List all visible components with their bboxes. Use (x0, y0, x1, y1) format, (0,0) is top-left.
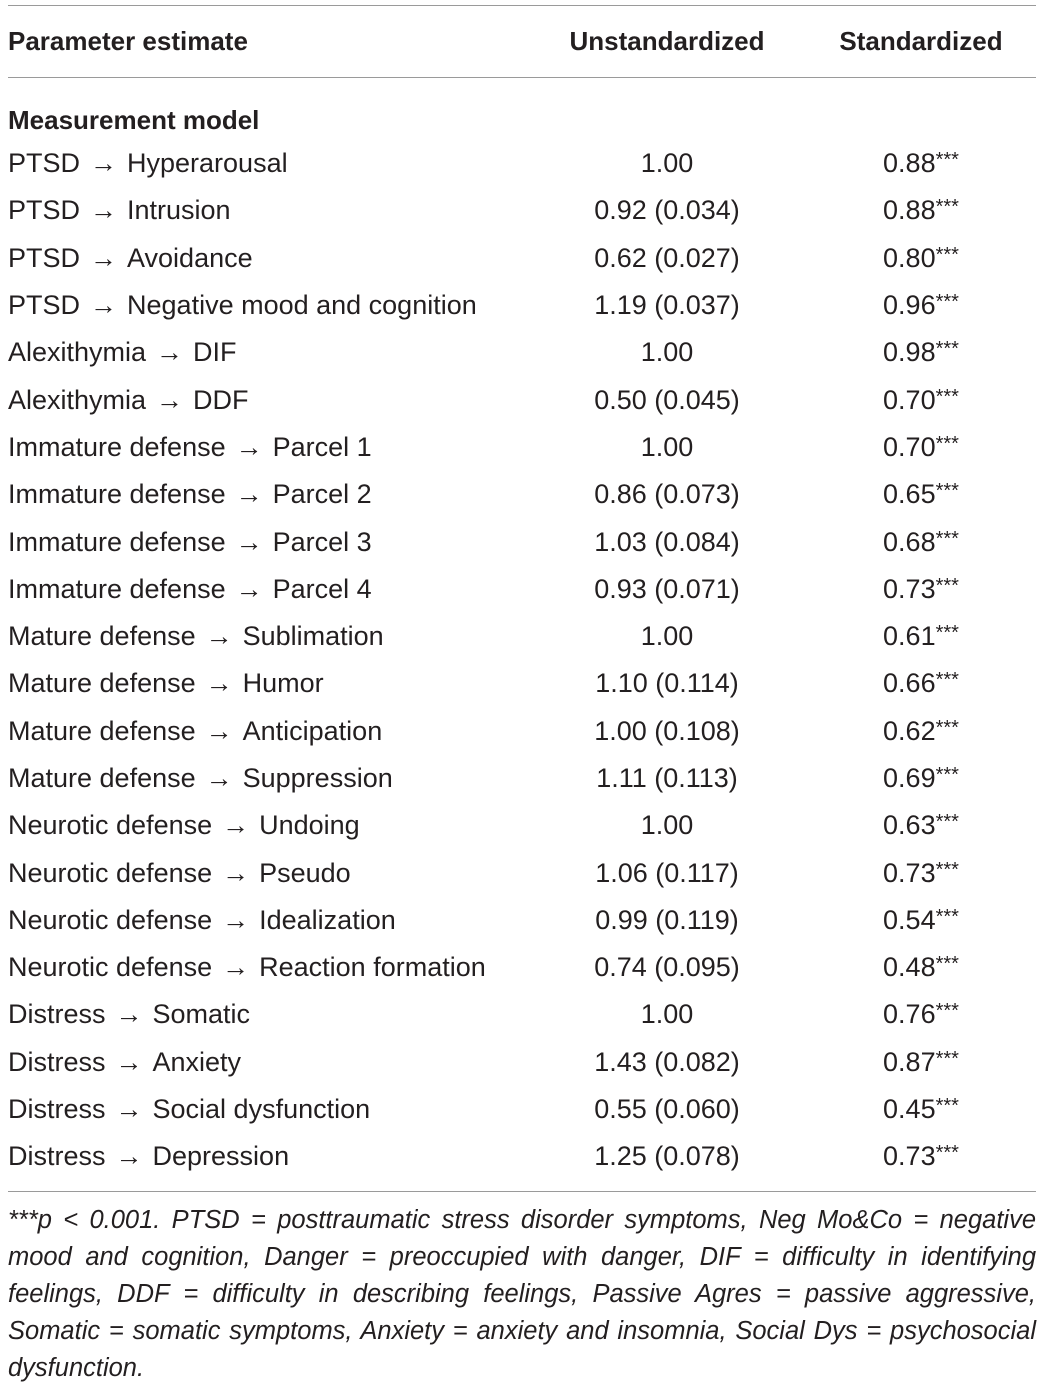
significance-marker: *** (935, 338, 959, 361)
row-unstandardized: 1.06 (0.117) (595, 857, 739, 888)
table-footnote: ***p < 0.001. PTSD = posttraumatic stress disorder symptoms, Neg Mo&Co = negative mood and cognition, Danger = preoccupied with danger, DIF = difficulty in identifying feelings, DDF = difficulty in describing feelings, Passive Agres = passive aggressive, Somatic = somatic symptoms, Anxiety = anxiety and insomnia, Social Dys = psychosocial dysfunction. (8, 1205, 1036, 1382)
row-parameter (8, 243, 528, 274)
standardized-cell (883, 148, 959, 179)
row-to: Reaction formation (259, 952, 486, 983)
arrow-icon: → (90, 242, 118, 273)
header-standardized: Standardized (839, 26, 1003, 56)
standardized-value: 0.73 (883, 573, 936, 604)
row-from: Distress (8, 999, 106, 1030)
standardized-value: 0.62 (883, 715, 936, 746)
row-unstandardized: 0.86 (0.073) (594, 479, 740, 510)
table-row (8, 944, 1036, 991)
significance-marker: *** (935, 622, 959, 645)
row-from: Mature defense (8, 763, 196, 793)
standardized-cell (883, 479, 959, 510)
significance-marker: *** (935, 1000, 959, 1023)
row-to: Parcel 3 (272, 526, 372, 557)
row-to: Avoidance (127, 242, 253, 273)
row-from: Distress (8, 1141, 106, 1172)
standardized-cell (883, 810, 959, 841)
standardized-value: 0.45 (883, 1094, 936, 1125)
row-from: PTSD (8, 195, 81, 226)
standardized-cell (883, 905, 959, 936)
arrow-icon: → (90, 148, 118, 179)
row-from: Mature defense (8, 715, 196, 746)
significance-marker: *** (935, 385, 959, 408)
row-standardized (806, 243, 1036, 274)
significance-marker: *** (935, 811, 959, 834)
row-from: Immature defense (8, 479, 226, 510)
standardized-value: 0.87 (883, 1046, 936, 1077)
arrow-icon: → (90, 290, 118, 321)
table-header (8, 6, 1036, 77)
row-parameter (8, 148, 528, 179)
row-parameter (8, 952, 528, 983)
row-standardized (806, 1047, 1036, 1078)
row-standardized (806, 999, 1036, 1030)
significance-marker: *** (935, 291, 959, 314)
table-row (8, 660, 1036, 707)
row-parameter (8, 999, 528, 1030)
table-row (8, 897, 1036, 944)
row-unstandardized: 1.43 (0.082) (594, 1046, 740, 1077)
row-standardized (806, 1141, 1036, 1172)
row-from: Alexithymia (8, 384, 147, 415)
row-from: PTSD (8, 148, 81, 179)
row-from: Immature defense (8, 526, 226, 557)
row-unstandardized: 1.00 (640, 148, 694, 179)
row-parameter (8, 432, 528, 463)
table-row (8, 802, 1036, 849)
table-row (8, 1086, 1036, 1133)
row-unstandardized: 0.99 (0.119) (595, 904, 739, 935)
row-standardized (806, 148, 1036, 179)
header-unstandardized: Unstandardized (569, 26, 765, 56)
standardized-value: 0.76 (883, 999, 936, 1030)
row-from: Mature defense (8, 668, 196, 699)
row-standardized (806, 290, 1036, 321)
row-parameter (8, 385, 528, 416)
row-to: Anticipation (242, 715, 383, 746)
significance-marker: *** (935, 196, 959, 219)
row-standardized (806, 952, 1036, 983)
arrow-icon: → (205, 621, 233, 652)
row-to: Parcel 4 (272, 573, 372, 604)
significance-marker: *** (935, 1095, 959, 1118)
standardized-cell (883, 1141, 959, 1172)
standardized-value: 0.80 (883, 242, 936, 273)
standardized-value: 0.98 (883, 337, 936, 368)
row-unstandardized: 1.00 (640, 337, 694, 368)
row-unstandardized: 0.92 (0.034) (594, 195, 740, 226)
row-from: Neurotic defense (8, 810, 213, 841)
arrow-icon: → (222, 952, 250, 983)
standardized-value: 0.69 (883, 763, 936, 793)
significance-marker: *** (935, 669, 959, 692)
row-unstandardized: 1.10 (0.114) (595, 668, 739, 699)
standardized-value: 0.70 (883, 384, 936, 415)
table-row (8, 566, 1036, 613)
row-parameter (8, 195, 528, 226)
row-to: Idealization (259, 904, 396, 935)
row-unstandardized: 1.19 (0.037) (594, 290, 740, 321)
significance-marker: *** (935, 432, 959, 455)
row-from: Neurotic defense (8, 952, 213, 983)
row-to: Sublimation (242, 621, 384, 652)
row-standardized (806, 763, 1036, 794)
table-row (8, 1133, 1036, 1180)
row-parameter (8, 810, 528, 841)
row-standardized (806, 668, 1036, 699)
row-to: Humor (242, 668, 324, 699)
significance-marker: *** (935, 858, 959, 881)
standardized-cell (883, 716, 959, 747)
table-row (8, 329, 1036, 376)
row-standardized (806, 810, 1036, 841)
row-to: Anxiety (152, 1046, 242, 1077)
row-to: Hyperarousal (127, 148, 288, 179)
section-title-text: Measurement model (8, 105, 260, 135)
row-to: Somatic (152, 999, 251, 1030)
row-standardized (806, 905, 1036, 936)
row-unstandardized: 0.74 (0.095) (594, 952, 740, 983)
table-row (8, 140, 1036, 187)
significance-marker: *** (935, 716, 959, 739)
standardized-cell (883, 999, 959, 1030)
row-from: Alexithymia (8, 337, 147, 368)
arrow-icon: → (115, 1046, 143, 1077)
standardized-value: 0.68 (883, 526, 936, 557)
row-standardized (806, 337, 1036, 368)
significance-marker: *** (935, 953, 959, 976)
row-unstandardized: 1.00 (0.108) (594, 715, 740, 746)
row-from: PTSD (8, 290, 81, 321)
row-from: Neurotic defense (8, 857, 213, 888)
significance-marker: *** (935, 527, 959, 550)
significance-marker: *** (935, 764, 959, 786)
standardized-cell (883, 527, 959, 558)
row-from: PTSD (8, 242, 81, 273)
row-to: Parcel 1 (272, 431, 372, 462)
row-unstandardized: 1.11 (0.113) (596, 763, 738, 793)
standardized-value: 0.48 (883, 952, 936, 983)
significance-marker: *** (935, 1142, 959, 1165)
table-row (8, 755, 1036, 802)
row-to: Depression (152, 1141, 290, 1172)
row-to: Social dysfunction (152, 1094, 371, 1125)
standardized-value: 0.70 (883, 431, 936, 462)
row-from: Distress (8, 1046, 106, 1077)
row-to: Pseudo (259, 857, 351, 888)
arrow-icon: → (156, 337, 184, 368)
row-parameter (8, 763, 528, 794)
row-parameter (8, 716, 528, 747)
row-standardized (806, 858, 1036, 889)
row-to: DDF (193, 384, 249, 415)
parameter-table (8, 5, 1036, 1387)
table-row (8, 424, 1036, 471)
row-unstandardized: 1.03 (0.084) (594, 526, 740, 557)
standardized-cell (883, 858, 959, 889)
significance-marker: *** (935, 243, 959, 266)
row-unstandardized: 1.25 (0.078) (594, 1141, 740, 1172)
row-parameter (8, 479, 528, 510)
standardized-value: 0.88 (883, 148, 936, 179)
row-from: Distress (8, 1094, 106, 1125)
row-unstandardized: 0.55 (0.060) (594, 1094, 740, 1125)
standardized-value: 0.73 (883, 1141, 936, 1172)
arrow-icon: → (235, 573, 263, 604)
standardized-cell (883, 195, 959, 226)
table-row (8, 613, 1036, 660)
table-row (8, 849, 1036, 896)
row-parameter (8, 1094, 528, 1125)
table-row (8, 187, 1036, 234)
section-title (8, 78, 1036, 140)
standardized-value: 0.54 (883, 904, 936, 935)
row-from: Mature defense (8, 621, 196, 652)
row-unstandardized: 1.00 (640, 999, 694, 1030)
significance-marker: *** (935, 149, 959, 172)
table-row (8, 991, 1036, 1038)
standardized-cell (883, 243, 959, 274)
row-from: Immature defense (8, 573, 226, 604)
row-parameter (8, 290, 528, 321)
bottom-rule (8, 1191, 1036, 1192)
arrow-icon: → (222, 904, 250, 935)
arrow-icon: → (205, 763, 233, 793)
arrow-icon: → (235, 431, 263, 462)
standardized-value: 0.61 (883, 621, 936, 652)
standardized-cell (883, 290, 959, 321)
row-standardized (806, 195, 1036, 226)
significance-marker: *** (935, 905, 959, 928)
row-to: Intrusion (127, 195, 231, 226)
table-row (8, 1039, 1036, 1086)
standardized-value: 0.65 (883, 479, 936, 510)
row-to: DIF (193, 337, 237, 368)
standardized-cell (883, 668, 959, 699)
arrow-icon: → (90, 195, 118, 226)
row-to: Negative mood and cognition (127, 290, 477, 321)
table-row (8, 235, 1036, 282)
row-parameter (8, 621, 528, 652)
standardized-value: 0.88 (883, 195, 936, 226)
arrow-icon: → (222, 810, 250, 841)
standardized-cell (883, 1094, 959, 1125)
row-standardized (806, 385, 1036, 416)
standardized-cell (883, 574, 959, 605)
row-unstandardized: 1.00 (640, 431, 694, 462)
row-unstandardized: 1.00 (640, 810, 694, 841)
row-standardized (806, 432, 1036, 463)
row-to: Suppression (242, 763, 393, 793)
row-from: Neurotic defense (8, 904, 213, 935)
row-standardized (806, 574, 1036, 605)
arrow-icon: → (115, 999, 143, 1030)
arrow-icon: → (115, 1141, 143, 1172)
table-row (8, 376, 1036, 423)
standardized-cell (883, 1047, 959, 1078)
row-parameter (8, 1141, 528, 1172)
standardized-value: 0.96 (883, 290, 936, 321)
row-unstandardized: 0.62 (0.027) (594, 242, 740, 273)
row-unstandardized: 0.93 (0.071) (594, 573, 740, 604)
standardized-cell (883, 337, 959, 368)
row-standardized (806, 716, 1036, 747)
row-standardized (806, 621, 1036, 652)
table-row (8, 471, 1036, 518)
table-body (8, 140, 1036, 1191)
row-parameter (8, 858, 528, 889)
table-row (8, 282, 1036, 329)
row-unstandardized: 0.50 (0.045) (594, 384, 740, 415)
standardized-value: 0.66 (883, 668, 936, 699)
table-row (8, 518, 1036, 565)
significance-marker: *** (935, 1047, 959, 1070)
arrow-icon: → (235, 526, 263, 557)
table-row (8, 708, 1036, 755)
row-to: Parcel 2 (272, 479, 372, 510)
row-parameter (8, 337, 528, 368)
standardized-value: 0.73 (883, 857, 936, 888)
arrow-icon: → (205, 668, 233, 699)
row-parameter (8, 574, 528, 605)
standardized-cell (883, 432, 959, 463)
arrow-icon: → (222, 857, 250, 888)
row-unstandardized: 1.00 (640, 621, 694, 652)
arrow-icon: → (156, 384, 184, 415)
header-parameter: Parameter estimate (8, 26, 248, 56)
row-to: Undoing (259, 810, 360, 841)
row-parameter (8, 527, 528, 558)
standardized-cell (883, 621, 959, 652)
row-standardized (806, 1094, 1036, 1125)
standardized-value: 0.63 (883, 810, 936, 841)
arrow-icon: → (235, 479, 263, 510)
row-standardized (806, 479, 1036, 510)
row-parameter (8, 1047, 528, 1078)
significance-marker: *** (935, 480, 959, 503)
significance-marker: *** (935, 574, 959, 597)
standardized-cell (883, 763, 959, 794)
arrow-icon: → (205, 715, 233, 746)
row-parameter (8, 668, 528, 699)
row-standardized (806, 527, 1036, 558)
standardized-cell (883, 952, 959, 983)
arrow-icon: → (115, 1094, 143, 1125)
standardized-cell (883, 385, 959, 416)
row-from: Immature defense (8, 431, 226, 462)
row-parameter (8, 905, 528, 936)
